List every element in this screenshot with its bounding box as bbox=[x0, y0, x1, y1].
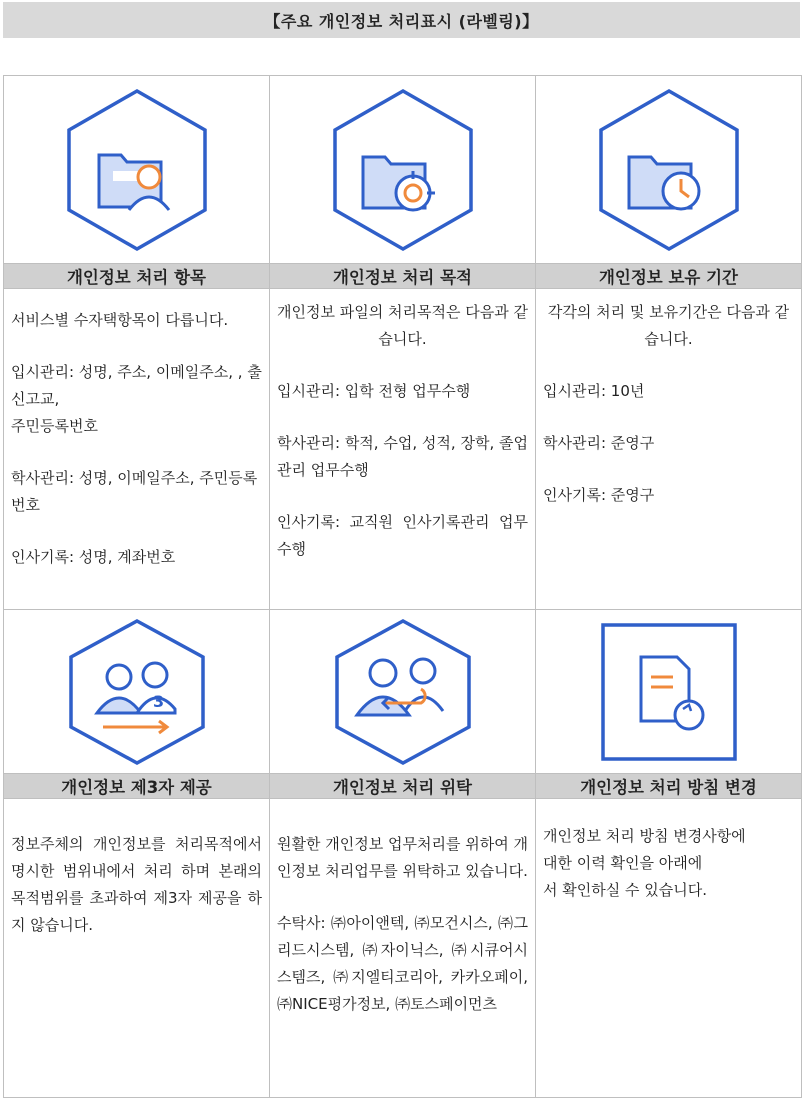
icon-cell-policy-change bbox=[536, 610, 802, 774]
outsourcing-trustees: 수탁사: ㈜아이앤텍, ㈜모건시스, ㈜그리드시스템, ㈜자이닉스, ㈜시큐어시스템즈, ㈜지엘티코리아, 카카오페이, ㈜NICE평가정보, ㈜토스페이먼츠 bbox=[277, 914, 528, 1013]
retention-intro: 각각의 처리 및 보유기간은 다음과 같습니다. bbox=[547, 303, 790, 348]
body-outsourcing bbox=[270, 799, 536, 1098]
purpose-line: 인사기록: 교직원 인사기록관리 업무수행 bbox=[277, 513, 528, 558]
retention-line: 입시관리: 10년 bbox=[543, 382, 645, 400]
svg-text:3: 3 bbox=[152, 691, 164, 711]
icon-cell-outsourcing bbox=[270, 610, 536, 774]
body-policy-change bbox=[536, 799, 802, 1098]
retention-line: 학사관리: 준영구 bbox=[543, 434, 655, 452]
third-party-provision-icon bbox=[57, 617, 217, 767]
outsourcing-text: 원활한 개인정보 업무처리를 위하여 개인정보 처리업무를 위탁하고 있습니다. bbox=[277, 835, 528, 880]
document-refresh-icon bbox=[589, 617, 749, 767]
outsourcing-icon bbox=[323, 617, 483, 767]
items-line: 서비스별 수자택항목이 다릅니다. bbox=[11, 311, 229, 329]
labeling-grid bbox=[3, 75, 802, 1098]
purpose-intro: 개인정보 파일의 처리목적은 다음과 같습니다. bbox=[277, 303, 528, 348]
purpose-line: 학사관리: 학적, 수업, 성적, 장학, 졸업관리 업무수행 bbox=[277, 434, 528, 479]
items-line: 주민등록번호 bbox=[11, 417, 98, 435]
icon-cell-items bbox=[4, 76, 270, 264]
retention-line: 인사기록: 준영구 bbox=[543, 486, 655, 504]
icon-cell-third-party bbox=[4, 610, 270, 774]
heading-outsourcing: 개인정보 처리 위탁 bbox=[270, 774, 536, 799]
items-line: 학사관리: 성명, 이메일주소, 주민등록번호 bbox=[11, 469, 258, 514]
icon-cell-retention bbox=[536, 76, 802, 264]
folder-clock-icon bbox=[589, 85, 749, 255]
heading-third-party: 개인정보 제3자 제공 bbox=[4, 774, 270, 799]
heading-policy-change: 개인정보 처리 방침 변경 bbox=[536, 774, 802, 799]
heading-retention: 개인정보 보유 기간 bbox=[536, 264, 802, 289]
folder-target-icon bbox=[323, 85, 483, 255]
body-retention bbox=[536, 289, 802, 610]
third-party-text: 정보주체의 개인정보를 처리목적에서 명시한 범위내에서 처리 하며 본래의 목적범위를 초과하여 제3자 제공을 하지 않습니다. bbox=[11, 835, 262, 934]
items-line: 인사기록: 성명, 계좌번호 bbox=[11, 548, 176, 566]
purpose-line: 입시관리: 입학 전형 업무수행 bbox=[277, 382, 471, 400]
policy-line: 서 확인하실 수 있습니다. bbox=[543, 881, 707, 899]
page-title: 【주요 개인정보 처리표시 (라벨링)】 bbox=[3, 2, 800, 38]
heading-purpose: 개인정보 처리 목적 bbox=[270, 264, 536, 289]
policy-line: 대한 이력 확인을 아래에 bbox=[543, 854, 703, 872]
heading-items: 개인정보 처리 항목 bbox=[4, 264, 270, 289]
icon-cell-purpose bbox=[270, 76, 536, 264]
body-third-party bbox=[4, 799, 270, 1098]
items-line: 입시관리: 성명, 주소, 이메일주소, , 출신고교, bbox=[11, 363, 262, 408]
folder-person-icon bbox=[57, 85, 217, 255]
body-purpose bbox=[270, 289, 536, 610]
policy-line: 개인정보 처리 방침 변경사항에 bbox=[543, 827, 746, 845]
body-items bbox=[4, 289, 270, 610]
